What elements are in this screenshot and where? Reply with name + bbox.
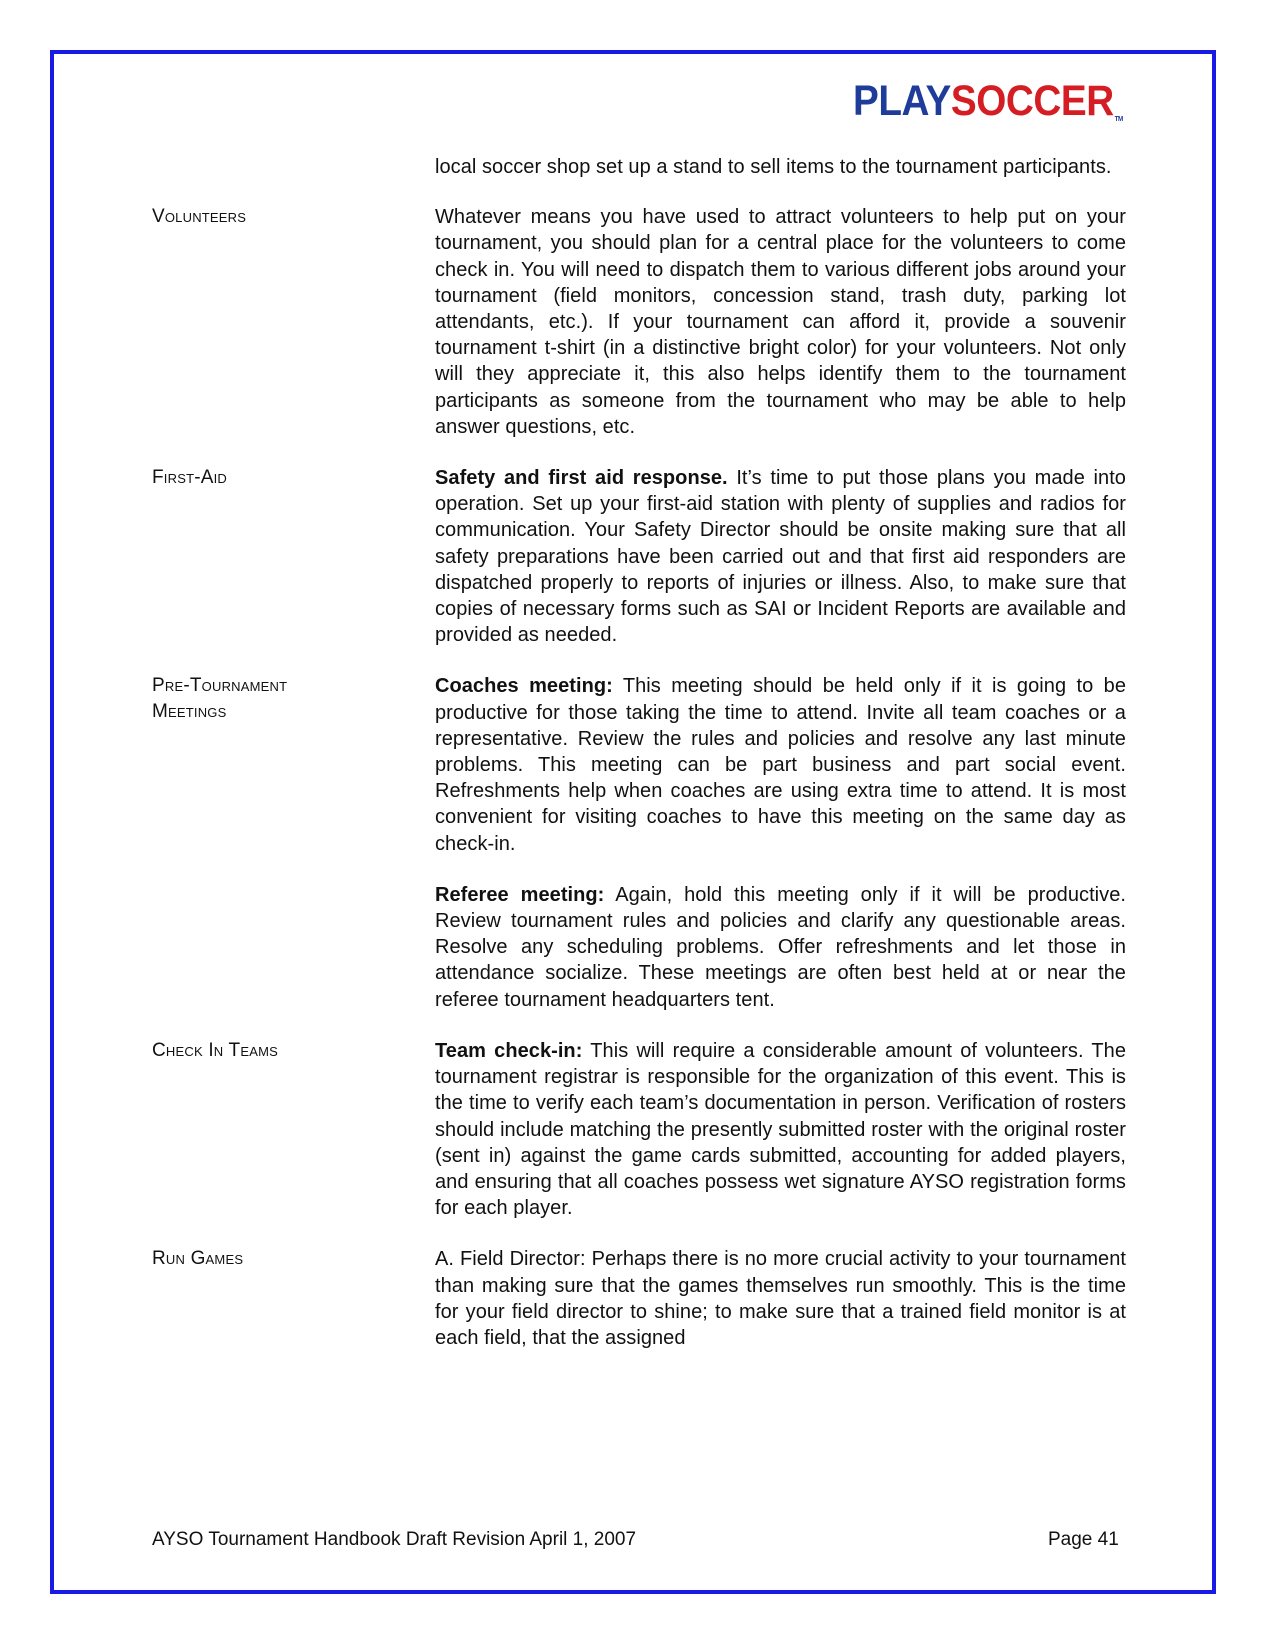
- section-volunteers: [152, 204, 1126, 440]
- section-label-volunteers: Volunteers: [152, 206, 247, 228]
- section-text: local soccer shop set up a stand to sell items to the tournament participants.: [435, 156, 1112, 178]
- section-paragraph: [435, 1246, 1126, 1351]
- section-label-first-aid: First-Aid: [152, 467, 228, 489]
- section-lead: Referee meeting:: [435, 883, 605, 906]
- logo-trademark: TM: [1114, 116, 1123, 123]
- section-paragraph: [435, 673, 1126, 856]
- section-lead: Coaches meeting:: [435, 675, 613, 698]
- section-text: A. Field Director: Perhaps there is no more crucial activity to your tournament than making sure that the games themselves run smoothly. This is the time for your field director to shine; to make sure that a trained field monitor is at each field, that the assigned: [435, 1248, 1126, 1349]
- section-paragraph: [435, 154, 1126, 180]
- section-paragraph: [435, 882, 1126, 1013]
- section-text: Whatever means you have used to attract volunteers to help put on your tournament, you should plan for a central place for the volunteers to come check in. You will need to dispatch them to various different jobs around your tournament (field monitors, concession stand, trash duty, parking lot attendants, etc.). If your tournament can afford it, provide a souvenir tournament t-shirt (in a distinctive bright color) for your volunteers. Not only will they appreciate it, this also helps identify them to the tournament participants as someone from the tournament who may be able to help answer questions, etc.: [435, 206, 1126, 438]
- section-text: Again, hold this meeting only if it will be productive. Review tournament rules and policies and clarify any questionable areas. Resolve any scheduling problems. Offer refreshments and let those in attendance socialize. These meetings are often best held at or near the referee tournament headquarters tent.: [435, 883, 1127, 1011]
- section-text: It’s time to put those plans you made into operation. Set up your first-aid station with plenty of supplies and radios for communication. Your Safety Director should be onsite making sure that all safety preparations have been carried out and that first aid responders are dispatched properly to reports of injuries or illness. Also, to make sure that copies of necessary forms such as SAI or Incident Reports are available and provided as needed.: [435, 467, 1126, 647]
- section-label-check-in-teams: Check In Teams: [152, 1039, 278, 1061]
- footer-page-number: Page 41: [1048, 1529, 1119, 1550]
- section-paragraph: [435, 1038, 1126, 1221]
- document-body: [152, 154, 1126, 1376]
- section-first-aid: [152, 465, 1126, 648]
- section-run-games: [152, 1246, 1126, 1351]
- section-pre-tournament-meetings: [152, 673, 1126, 856]
- section-text: This meeting should be held only if it is going to be productive for those taking the time to attend. Invite all team coaches or a representative. Review the rules and policies and resolve any last minute problems. This meeting can be part business and part social event. Refreshments help when coaches are using extra time to attend. It is most convenient for visiting coaches to have this meeting on the same day as check-in.: [435, 675, 1126, 855]
- logo-play-text: PLAY: [853, 77, 951, 125]
- section-lead: Team check-in:: [435, 1039, 583, 1062]
- section-lead: Safety and first aid response.: [435, 467, 728, 490]
- section-label-run-games: Run Games: [152, 1248, 244, 1270]
- section-referee-meeting: [152, 882, 1126, 1013]
- logo-soccer-text: SOCCER: [950, 77, 1114, 125]
- footer-document-title: AYSO Tournament Handbook Draft Revision April 1, 2007: [152, 1529, 637, 1550]
- section-intro: [152, 154, 1126, 180]
- section-text: This will require a considerable amount of volunteers. The tournament registrar is responsible for the organization of this event. This is the time to verify each team’s documentation in person. Verification of rosters should include matching the presently submitted roster with the original roster (sent in) against the game cards submitted, accounting for added players, and ensuring that all coaches possess wet signature AYSO registration forms for each player.: [435, 1039, 1127, 1220]
- section-label-pre-tournament-meetings: Pre-Tournament Meetings: [152, 675, 288, 723]
- section-paragraph: [435, 465, 1126, 648]
- playsoccer-logo: [853, 77, 1123, 125]
- section-check-in-teams: [152, 1038, 1126, 1221]
- section-paragraph: [435, 204, 1126, 440]
